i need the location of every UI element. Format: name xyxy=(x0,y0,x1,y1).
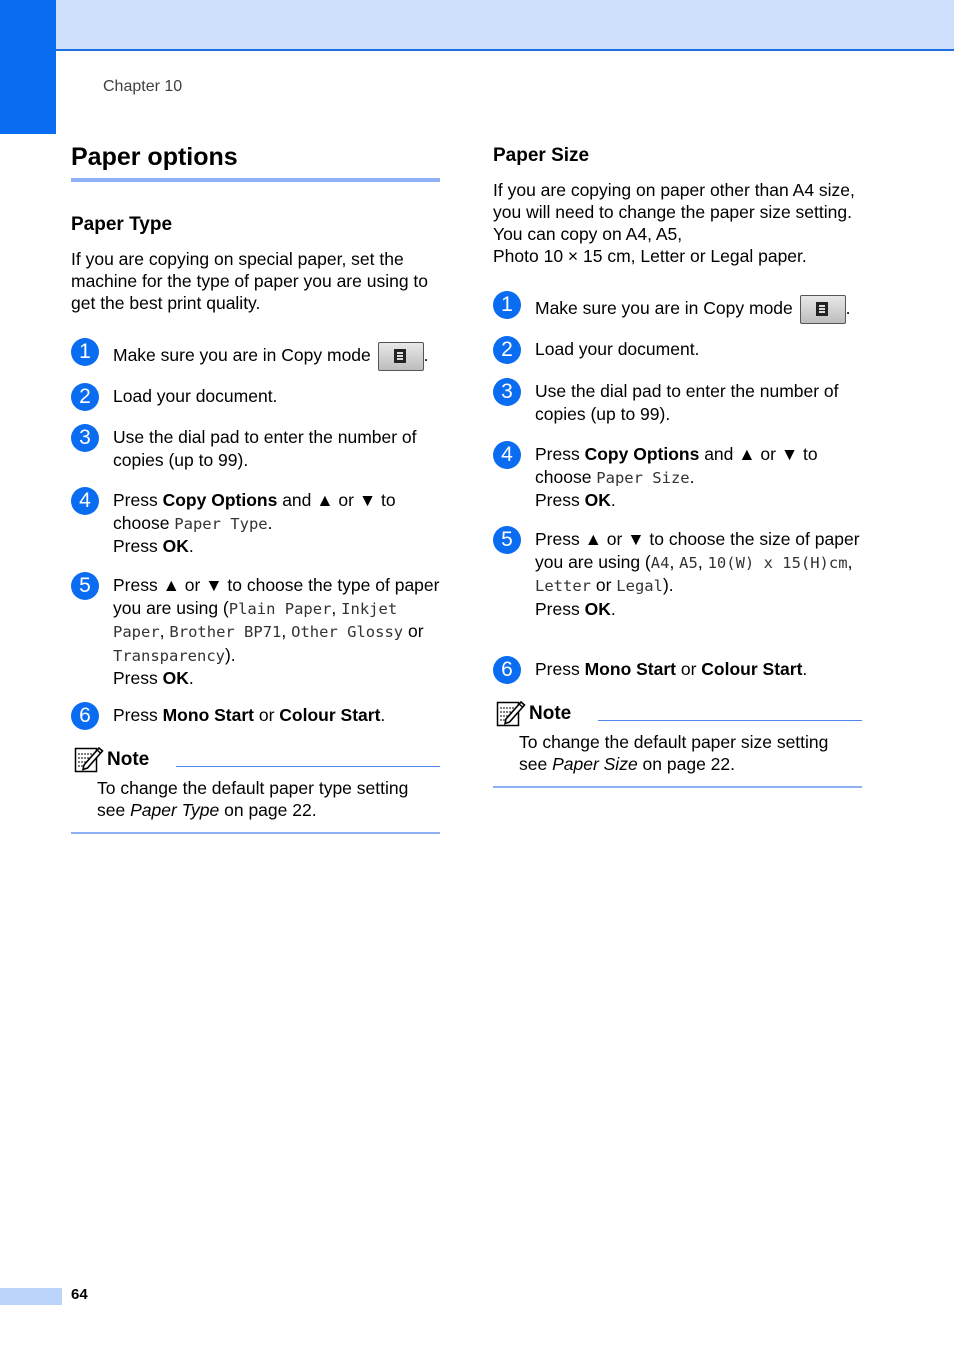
ok-key: OK xyxy=(162,536,189,556)
step-1-punct: . xyxy=(423,345,429,366)
text: and ▲ or ▼ to choose xyxy=(535,444,818,487)
option: Brother BP71 xyxy=(169,623,282,641)
option: Inkjet Paper xyxy=(113,599,398,641)
text: . xyxy=(610,598,616,619)
ok-key: OK xyxy=(584,490,611,510)
text: ). xyxy=(224,644,236,665)
note-pencil-icon xyxy=(74,745,104,773)
text: Press ▲ or ▼ to choose the size of paper you are using ( xyxy=(535,529,860,572)
cross-reference: Paper Size xyxy=(552,754,638,774)
copy-options-key: Copy Options xyxy=(162,490,278,510)
note-rule xyxy=(598,720,862,721)
text: or xyxy=(254,705,280,725)
copy-options-key: Copy Options xyxy=(584,444,700,464)
mono-start-key: Mono Start xyxy=(162,705,254,725)
option: Plain Paper xyxy=(228,599,332,618)
option: 10(W) x 15(H)cm xyxy=(707,553,848,572)
note-rule xyxy=(176,766,440,767)
step-5-text xyxy=(535,528,865,620)
text: To change the default paper type setting see xyxy=(97,778,409,820)
ok-key: OK xyxy=(162,668,189,688)
text: . xyxy=(689,466,695,487)
note-bottom-rule xyxy=(493,786,862,788)
ok-key: OK xyxy=(584,598,611,619)
step-number: 3 xyxy=(71,424,99,452)
note-text xyxy=(519,731,859,775)
step-5-text xyxy=(113,574,443,690)
text: . xyxy=(188,536,194,556)
text: , xyxy=(281,621,292,641)
note-bottom-rule xyxy=(71,832,440,834)
text: , xyxy=(847,551,853,572)
step-2-text: Load your document. xyxy=(535,339,700,359)
text: , xyxy=(697,551,708,572)
text: Press xyxy=(535,659,585,679)
step-number: 2 xyxy=(71,383,99,411)
text: Press xyxy=(535,598,585,619)
step-text xyxy=(535,295,865,324)
menu-item-paper-size: Paper Size xyxy=(596,468,690,487)
step-3-text: Use the dial pad to enter the number of copies (up to 99). xyxy=(113,427,417,470)
text: Press xyxy=(113,490,163,510)
step-6-text xyxy=(113,704,443,727)
step-6-text xyxy=(535,658,865,681)
title-rule xyxy=(71,178,440,182)
text: ). xyxy=(662,575,674,595)
mono-start-key: Mono Start xyxy=(584,659,676,679)
step-1-punct: . xyxy=(845,298,851,319)
text: Press xyxy=(535,490,585,510)
text: Press xyxy=(113,705,163,725)
text: To change the default paper size setting see xyxy=(519,732,829,774)
chapter-tab xyxy=(0,0,56,134)
step-3-text: Use the dial pad to enter the number of copies (up to 99). xyxy=(535,381,839,424)
step-2-text: Load your document. xyxy=(113,386,278,406)
text: Press ▲ or ▼ to choose the type of paper you are using ( xyxy=(113,575,440,618)
text: on page 22. xyxy=(637,754,735,774)
text: on page 22. xyxy=(219,800,317,820)
section-heading-paper-type: Paper Type xyxy=(71,214,173,235)
header-band xyxy=(0,0,954,51)
step-number: 5 xyxy=(493,526,521,554)
option: Transparency xyxy=(113,646,225,665)
step-4-text xyxy=(113,489,443,558)
step-number: 3 xyxy=(493,378,521,406)
step-number: 4 xyxy=(71,487,99,515)
page-number-bar xyxy=(0,1288,62,1305)
text: . xyxy=(802,659,808,679)
note-title: Note xyxy=(529,703,572,724)
step-1-text: Make sure you are in Copy mode xyxy=(113,345,371,366)
text: Press xyxy=(113,536,163,556)
note-text xyxy=(97,777,437,821)
text: Press xyxy=(113,668,163,688)
intro-paragraph: If you are copying on special paper, set the machine for the type of paper you are using to get the best print quality. xyxy=(71,249,429,313)
colour-start-key: Colour Start xyxy=(279,705,381,725)
option: A4 xyxy=(650,553,670,572)
note-title: Note xyxy=(107,749,150,770)
option: A5 xyxy=(679,553,698,572)
step-number: 6 xyxy=(493,656,521,684)
text: or xyxy=(676,659,702,679)
step-number: 1 xyxy=(71,338,99,366)
text: or xyxy=(591,575,617,595)
note-pencil-icon xyxy=(496,699,526,727)
intro-paragraph xyxy=(493,179,862,267)
intro-text: Photo 10 × 15 cm, Letter or Legal paper. xyxy=(493,246,807,266)
text: . xyxy=(267,512,273,533)
option: Other Glossy xyxy=(291,623,404,641)
text: or xyxy=(403,621,424,641)
step-text xyxy=(113,342,443,371)
text: . xyxy=(188,668,194,688)
copy-mode-icon xyxy=(800,295,846,324)
option: Legal xyxy=(616,577,663,595)
step-number: 6 xyxy=(71,702,99,730)
intro-text: If you are copying on paper other than A4 size, you will need to change the paper size setting. You can copy on A4, A5, xyxy=(493,180,855,244)
step-number: 2 xyxy=(493,336,521,364)
text: , xyxy=(669,551,680,572)
colour-start-key: Colour Start xyxy=(701,659,803,679)
page-title: Paper options xyxy=(71,143,238,171)
section-heading-paper-size: Paper Size xyxy=(493,145,590,166)
page-number: 64 xyxy=(71,1286,88,1303)
text: . xyxy=(380,705,386,725)
step-number: 5 xyxy=(71,572,99,600)
chapter-label: Chapter 10 xyxy=(103,78,183,95)
text: . xyxy=(610,490,616,510)
menu-item-paper-type: Paper Type xyxy=(174,514,268,533)
step-number: 4 xyxy=(493,441,521,469)
cross-reference: Paper Type xyxy=(130,800,220,820)
copy-mode-icon xyxy=(378,342,424,371)
text: and ▲ or ▼ to choose xyxy=(113,490,396,533)
step-number: 1 xyxy=(493,291,521,319)
text: , xyxy=(331,597,342,618)
option: Letter xyxy=(535,577,591,595)
step-1-text: Make sure you are in Copy mode xyxy=(535,298,793,319)
text: Press xyxy=(535,444,585,464)
step-4-text xyxy=(535,443,865,512)
text: , xyxy=(159,621,170,641)
